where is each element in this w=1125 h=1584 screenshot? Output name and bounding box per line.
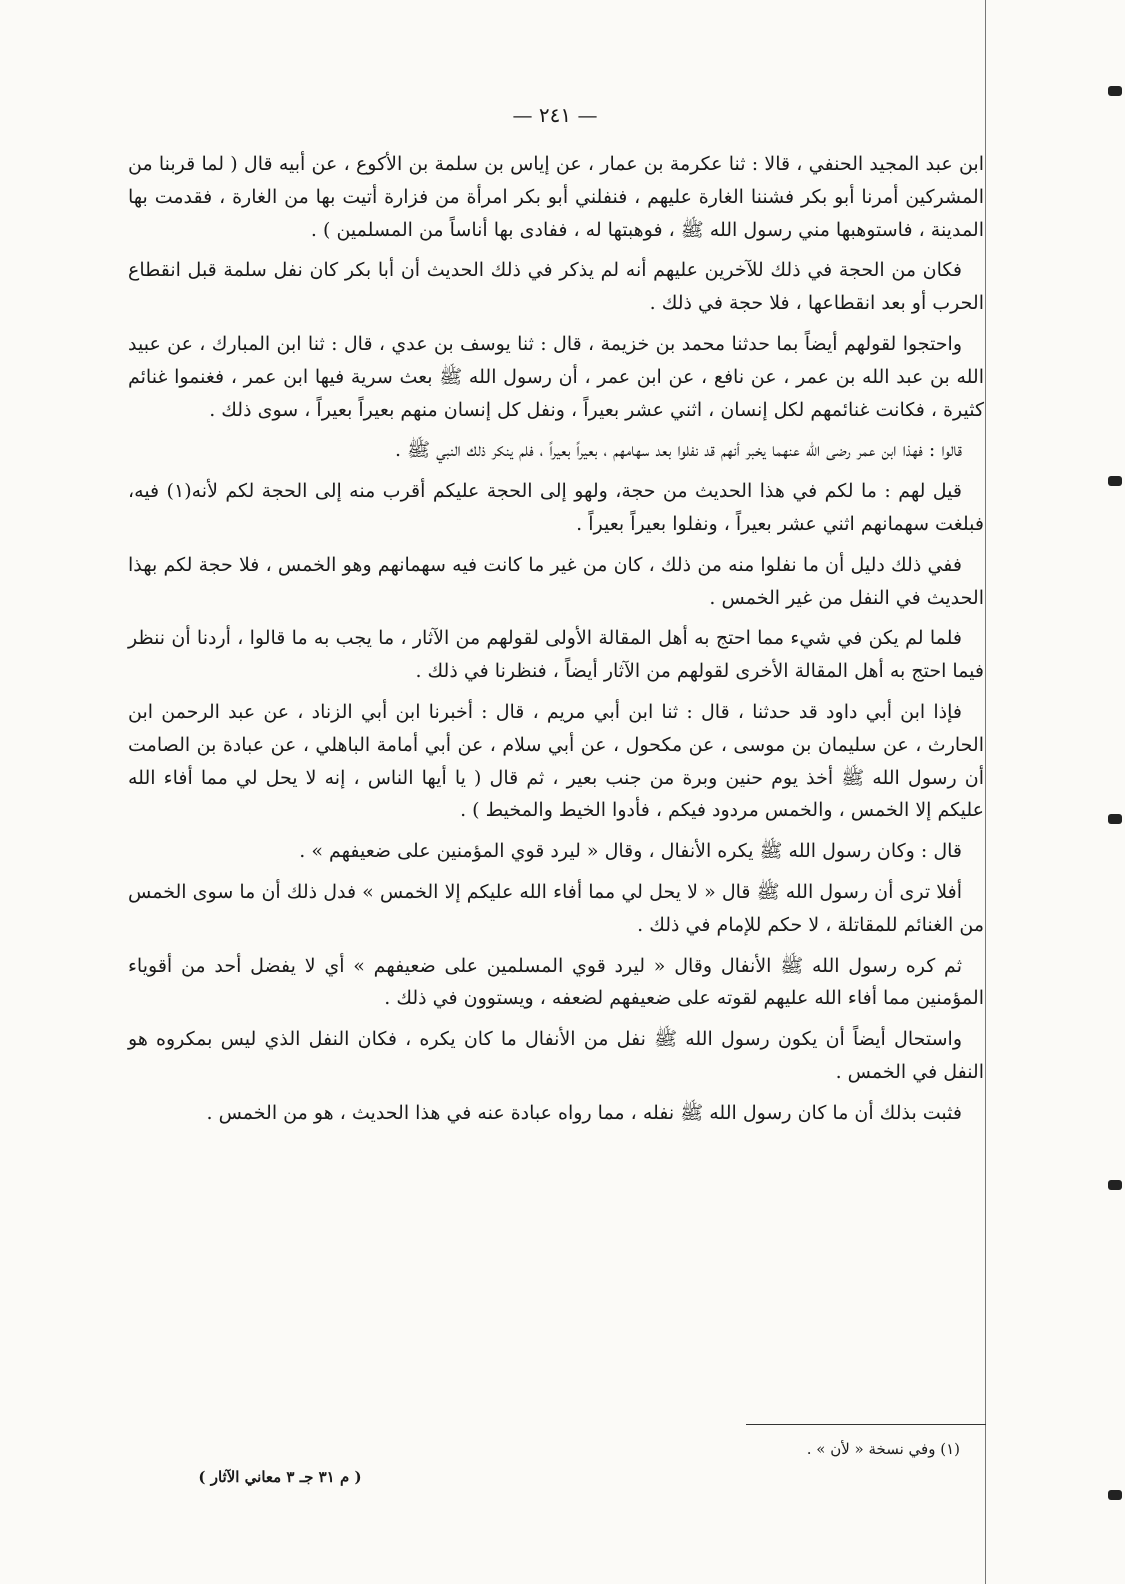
main-text bbox=[128, 148, 984, 1138]
paragraph: قيل لهم : ما لكم في هذا الحديث من حجة، ولهو إلى الحجة عليكم أقرب منه إلى الحجة لكم لأنه(١) فيه، فبلغت سهمانهم اثني عشر بعيراً ، ونفلوا بعيراً بعيراً . bbox=[128, 480, 984, 535]
edge-mark bbox=[1108, 1180, 1122, 1190]
paragraph: قال : وكان رسول الله ﷺ يكره الأنفال ، وقال « ليرد قوي المؤمنين على ضعيفهم » . bbox=[299, 840, 962, 863]
edge-mark bbox=[1108, 86, 1122, 96]
footnote: (١) وفي نسخة « لأن » . bbox=[806, 1440, 960, 1458]
paragraph: فإذا ابن أبي داود قد حدثنا ، قال : ثنا ابن أبي مريم ، قال : أخبرنا ابن أبي الزناد ، عن عبد الرحمن ابن الحارث ، عن سليمان بن موسى ، عن مكحول ، عن أبي سلام ، عن أبي أمامة الباهلي ، عن عبادة بن الصامت أن رسول الله ﷺ أخذ يوم حنين وبرة من جنب بعير ، ثم قال ( يا أيها الناس ، إنه لا يحل لي مما أفاء الله عليكم إلا الخمس ، والخمس مردود فيكم ، فأدوا الخيط والمخيط ) . bbox=[128, 700, 984, 822]
edge-mark bbox=[1108, 814, 1122, 824]
paragraph: فثبت بذلك أن ما كان رسول الله ﷺ نفله ، مما رواه عبادة عنه في هذا الحديث ، هو من الخمس . bbox=[206, 1101, 962, 1124]
page-number: — ٢٤١ — bbox=[512, 103, 598, 127]
signature-mark: ( م ٣١ جـ ٣ معاني الآثار ) bbox=[198, 1468, 362, 1486]
paragraph: فلما لم يكن في شيء مما احتج به أهل المقالة الأولى لقولهم من الآثار ، ما يجب به ما قالوا ، أردنا أن ننظر فيما احتج به أهل المقالة الأخرى لقولهم من الآثار أيضاً ، فنظرنا في ذلك . bbox=[128, 627, 984, 683]
paragraph: ففي ذلك دليل أن ما نفلوا منه من ذلك ، كان من غير ما كانت فيه سهمانهم وهو الخمس ، فلا حجة لكم بهذا الحديث في النفل من غير الخمس . bbox=[128, 553, 984, 609]
binding-line bbox=[985, 0, 986, 1584]
paragraph: قالوا : فهذا ابن عمر رضى الله عنهما يخبر أنهم قد نفلوا بعد سهامهم ، بعيراً بعيراً ، فلم ينكر ذلك النبي ﷺ . bbox=[395, 439, 962, 462]
edge-mark bbox=[1108, 476, 1122, 486]
edge-mark bbox=[1108, 1490, 1122, 1500]
paragraph: فكان من الحجة في ذلك للآخرين عليهم أنه لم يذكر في ذلك الحديث أن أبا بكر كان نفل سلمة قبل انقطاع الحرب أو بعد انقطاعها ، فلا حجة في ذلك . bbox=[128, 259, 984, 315]
paragraph: واحتجوا لقولهم أيضاً بما حدثنا محمد بن خزيمة ، قال : ثنا يوسف بن عدي ، قال : ثنا ابن المبارك ، عن عبيد الله بن عبد الله بن عمر ، عن نافع ، عن ابن عمر ، أن رسول الله ﷺ بعث سرية فيها ابن عمر ، فغنموا غنائم كثيرة ، فكانت غنائمهم لكل إنسان ، اثني عشر بعيراً ، ونفل كل إنسان منهم بعيراً بعيراً ، سوى ذلك . bbox=[128, 332, 984, 421]
paragraph: أفلا ترى أن رسول الله ﷺ قال « لا يحل لي مما أفاء الله عليكم إلا الخمس » فدل ذلك أن ما سوى الخمس من الغنائم للمقاتلة ، لا حكم للإمام في ذلك . bbox=[128, 880, 984, 936]
footnote-rule bbox=[746, 1424, 986, 1425]
paragraph: ابن عبد المجيد الحنفي ، قالا : ثنا عكرمة بن عمار ، عن إياس بن سلمة بن الأكوع ، عن أبيه قال ( لما قربنا من المشركين أمرنا أبو بكر فشننا الغارة عليهم ، فنفلني أبو بكر امرأة من فزارة أتيت بها من الغارة ، فقدمت بها المدينة ، فاستوهبها مني رسول الله ﷺ ، فوهبتها له ، ففادى بها أناساً من المسلمين ) . bbox=[128, 153, 984, 241]
paragraph: ثم كره رسول الله ﷺ الأنفال وقال « ليرد قوي المسلمين على ضعيفهم » أي لا يفضل أحد من أقوياء المؤمنين مما أفاء الله عليهم لقوته على ضعيفهم لضعفه ، ويستوون في ذلك . bbox=[128, 954, 984, 1010]
paragraph: واستحال أيضاً أن يكون رسول الله ﷺ نفل من الأنفال ما كان يكره ، فكان النفل الذي ليس بمكروه هو النفل في الخمس . bbox=[128, 1028, 984, 1083]
